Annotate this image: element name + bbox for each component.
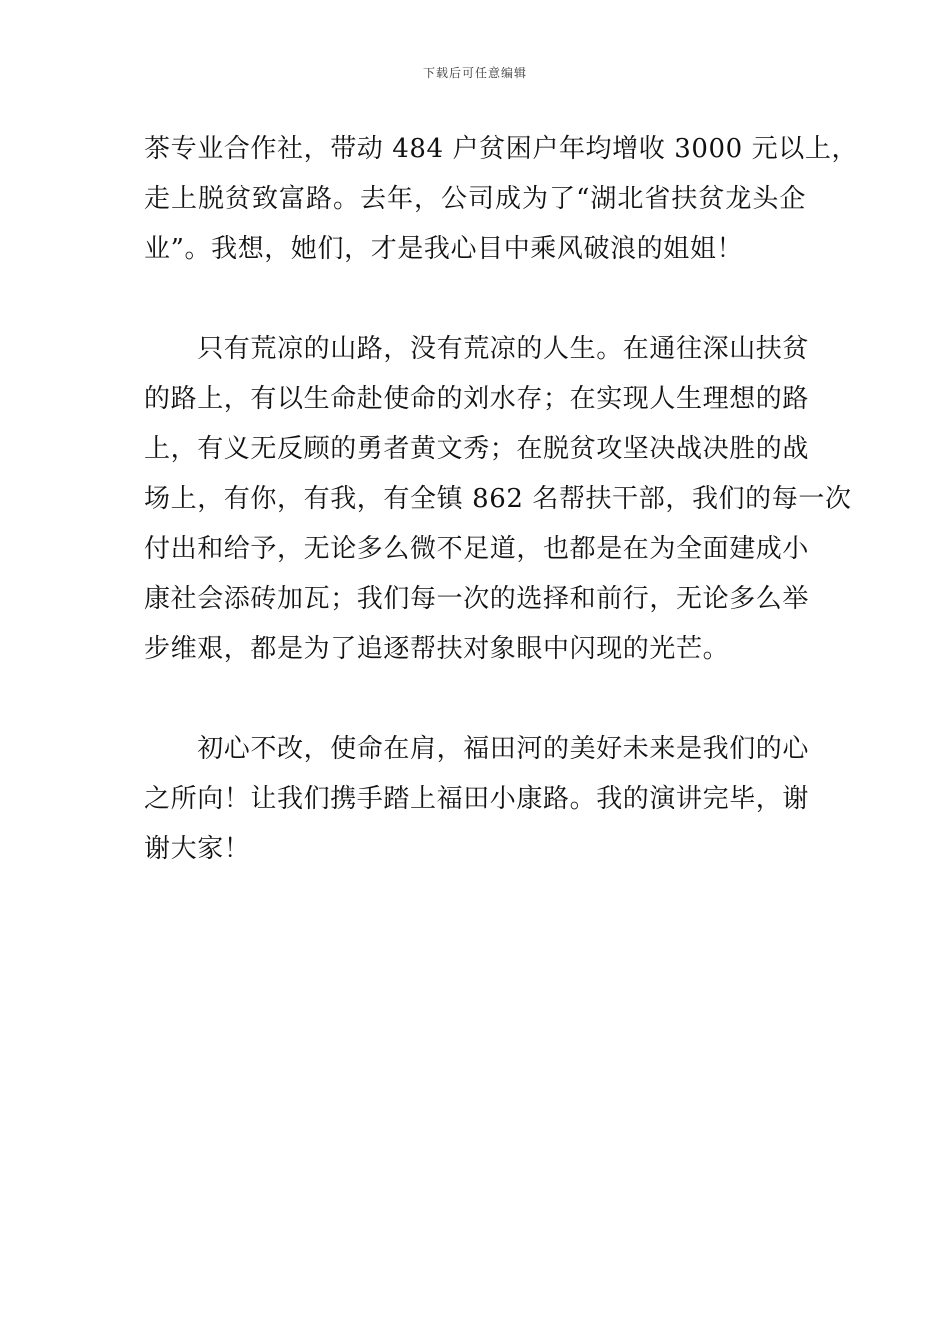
text-line: 的路上，有以生命赴使命的刘水存；在实现人生理想的路: [144, 384, 810, 414]
text-line: 付出和给予，无论多么微不足道，也都是在为全面建成小: [144, 534, 810, 564]
text-line: 走上脱贫致富路。去年，公司成为了“湖北省扶贫龙头企: [144, 184, 806, 214]
paragraph-1: [144, 124, 859, 274]
document-body: [144, 124, 859, 874]
text-line: 只有荒凉的山路，没有荒凉的人生。在通往深山扶贫: [144, 334, 810, 364]
text-line: 场上，有你，有我，有全镇 862 名帮扶干部，我们的每一次: [144, 484, 852, 514]
paragraph-gap: [144, 674, 806, 724]
page-header: 下载后可任意编辑: [422, 66, 527, 80]
text-line: 上，有义无反顾的勇者黄文秀；在脱贫攻坚决战决胜的战: [144, 434, 810, 464]
paragraph-2: [144, 324, 852, 674]
text-line: 步维艰，都是为了追逐帮扶对象眼中闪现的光芒。: [144, 634, 730, 664]
text-line: 茶专业合作社，带动 484 户贫困户年均增收 3000 元以上，: [144, 134, 859, 164]
text-line: 康社会添砖加瓦；我们每一次的选择和前行，无论多么举: [144, 584, 810, 614]
text-line: 谢大家！: [144, 834, 251, 864]
text-line: 之所向！让我们携手踏上福田小康路。我的演讲完毕，谢: [144, 784, 810, 814]
text-line: 业”。我想，她们，才是我心目中乘风破浪的姐姐！: [144, 234, 744, 264]
paragraph-3: [144, 724, 810, 874]
paragraph-gap: [144, 274, 806, 324]
text-line: 初心不改，使命在肩，福田河的美好未来是我们的心: [144, 734, 810, 764]
